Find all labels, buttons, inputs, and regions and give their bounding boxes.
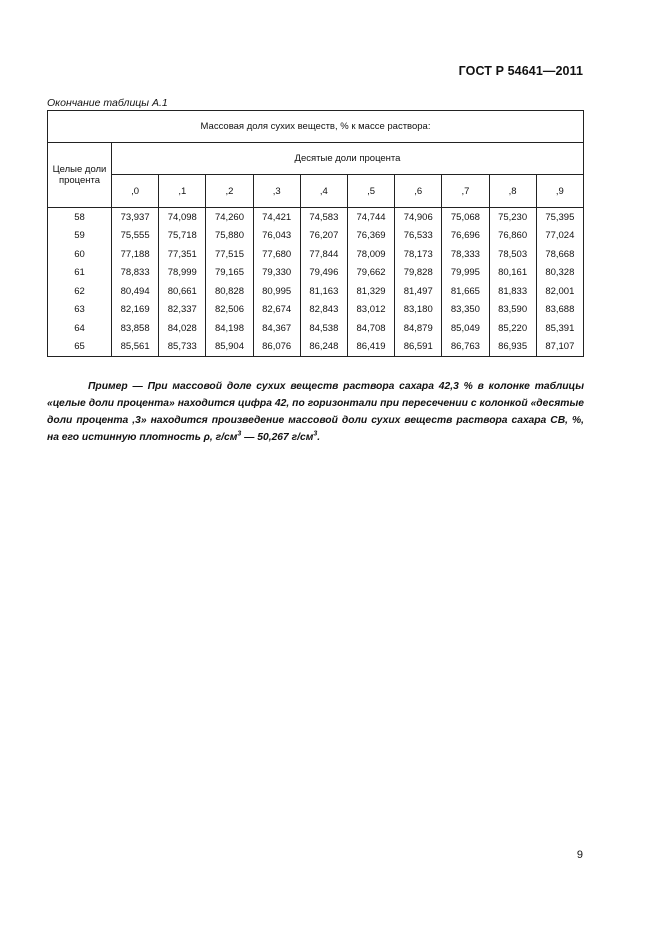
value-cell: 81,497 — [395, 282, 442, 301]
value-cell: 85,561 — [112, 338, 159, 357]
integer-cell: 61 — [48, 264, 112, 283]
value-cell: 84,879 — [395, 319, 442, 338]
decimal-column-header: ,9 — [536, 175, 583, 208]
value-cell: 74,260 — [206, 208, 253, 227]
value-cell: 80,328 — [536, 264, 583, 283]
integer-cell: 58 — [48, 208, 112, 227]
value-cell: 79,496 — [300, 264, 347, 283]
value-cell: 84,028 — [159, 319, 206, 338]
example-text-main: Пример — При массовой доле сухих веществ раствора сахара 42,3 % в колонке таблицы «целые доли процента» находится цифра 42, по горизонтали при пересечении с колонкой «десятые доли процента ,3» находится произведение массовой доли сухих веществ раствора сахара СВ, %, на его истинную плотность ρ, г/см — [47, 381, 584, 443]
integer-cell: 60 — [48, 245, 112, 264]
value-cell: 76,533 — [395, 227, 442, 246]
value-cell: 85,904 — [206, 338, 253, 357]
value-cell: 81,665 — [442, 282, 489, 301]
example-superscript-1: 3 — [237, 430, 242, 438]
value-cell: 74,421 — [253, 208, 300, 227]
value-cell: 80,161 — [489, 264, 536, 283]
value-cell: 84,708 — [347, 319, 394, 338]
table-row — [48, 264, 584, 283]
integer-cell: 62 — [48, 282, 112, 301]
value-cell: 74,098 — [159, 208, 206, 227]
value-cell: 81,329 — [347, 282, 394, 301]
value-cell: 75,880 — [206, 227, 253, 246]
value-cell: 86,935 — [489, 338, 536, 357]
value-cell: 75,395 — [536, 208, 583, 227]
table-row — [48, 227, 584, 246]
decimal-column-header: ,5 — [347, 175, 394, 208]
value-cell: 84,367 — [253, 319, 300, 338]
example-text-mid: — 50,267 г/см — [241, 432, 314, 443]
table-row — [48, 245, 584, 264]
value-cell: 83,350 — [442, 301, 489, 320]
value-cell: 86,076 — [253, 338, 300, 357]
value-cell: 80,661 — [159, 282, 206, 301]
value-cell: 82,506 — [206, 301, 253, 320]
value-cell: 78,333 — [442, 245, 489, 264]
value-cell: 86,248 — [300, 338, 347, 357]
value-cell: 80,494 — [112, 282, 159, 301]
value-cell: 79,828 — [395, 264, 442, 283]
value-cell: 80,828 — [206, 282, 253, 301]
value-cell: 83,012 — [347, 301, 394, 320]
table-caption: Окончание таблицы А.1 — [47, 97, 168, 109]
value-cell: 77,680 — [253, 245, 300, 264]
value-cell: 86,591 — [395, 338, 442, 357]
integer-cell: 65 — [48, 338, 112, 357]
decimal-column-header: ,8 — [489, 175, 536, 208]
value-cell: 86,419 — [347, 338, 394, 357]
decimal-columns-header: Десятые доли процента — [112, 143, 584, 175]
table-row — [48, 319, 584, 338]
value-cell: 79,995 — [442, 264, 489, 283]
value-cell: 78,668 — [536, 245, 583, 264]
value-cell: 81,833 — [489, 282, 536, 301]
value-cell: 82,337 — [159, 301, 206, 320]
value-cell: 82,674 — [253, 301, 300, 320]
value-cell: 87,107 — [536, 338, 583, 357]
value-cell: 75,230 — [489, 208, 536, 227]
value-cell: 75,555 — [112, 227, 159, 246]
value-cell: 79,662 — [347, 264, 394, 283]
value-cell: 78,999 — [159, 264, 206, 283]
value-cell: 78,173 — [395, 245, 442, 264]
example-text-end: . — [317, 432, 321, 443]
value-cell: 85,049 — [442, 319, 489, 338]
value-cell: 83,590 — [489, 301, 536, 320]
value-cell: 76,369 — [347, 227, 394, 246]
value-cell: 85,733 — [159, 338, 206, 357]
value-cell: 81,163 — [300, 282, 347, 301]
value-cell: 77,844 — [300, 245, 347, 264]
value-cell: 82,001 — [536, 282, 583, 301]
page-number: 9 — [576, 849, 583, 861]
decimal-column-header: ,6 — [395, 175, 442, 208]
integer-cell: 59 — [48, 227, 112, 246]
integer-column-header: Целые доли процента — [48, 143, 112, 208]
document-code: ГОСТ Р 54641—2011 — [458, 64, 583, 78]
integer-cell: 64 — [48, 319, 112, 338]
value-cell: 79,165 — [206, 264, 253, 283]
value-cell: 82,843 — [300, 301, 347, 320]
value-cell: 74,906 — [395, 208, 442, 227]
value-cell: 83,180 — [395, 301, 442, 320]
table-row — [48, 301, 584, 320]
value-cell: 85,220 — [489, 319, 536, 338]
value-cell: 73,937 — [112, 208, 159, 227]
value-cell: 80,995 — [253, 282, 300, 301]
example-paragraph — [47, 378, 584, 446]
value-cell: 83,858 — [112, 319, 159, 338]
value-cell: 79,330 — [253, 264, 300, 283]
value-cell: 85,391 — [536, 319, 583, 338]
value-cell: 75,718 — [159, 227, 206, 246]
decimal-column-header: ,7 — [442, 175, 489, 208]
value-cell: 77,188 — [112, 245, 159, 264]
value-cell: 78,009 — [347, 245, 394, 264]
value-cell: 76,043 — [253, 227, 300, 246]
decimal-column-header: ,4 — [300, 175, 347, 208]
value-cell: 74,583 — [300, 208, 347, 227]
table-row — [48, 208, 584, 227]
value-cell: 78,503 — [489, 245, 536, 264]
value-cell: 82,169 — [112, 301, 159, 320]
value-cell: 84,198 — [206, 319, 253, 338]
value-cell: 78,833 — [112, 264, 159, 283]
decimal-column-header: ,2 — [206, 175, 253, 208]
value-cell: 83,688 — [536, 301, 583, 320]
value-cell: 77,515 — [206, 245, 253, 264]
value-cell: 76,696 — [442, 227, 489, 246]
value-cell: 74,744 — [347, 208, 394, 227]
integer-cell: 63 — [48, 301, 112, 320]
value-cell: 76,860 — [489, 227, 536, 246]
value-cell: 75,068 — [442, 208, 489, 227]
example-superscript-2: 3 — [313, 430, 318, 438]
value-cell: 84,538 — [300, 319, 347, 338]
decimal-column-header: ,0 — [112, 175, 159, 208]
table-top-header: Массовая доля сухих веществ, % к массе раствора: — [48, 111, 584, 143]
value-cell: 77,024 — [536, 227, 583, 246]
table-row — [48, 282, 584, 301]
value-cell: 76,207 — [300, 227, 347, 246]
table-row — [48, 338, 584, 357]
decimal-column-header: ,1 — [159, 175, 206, 208]
value-cell: 86,763 — [442, 338, 489, 357]
value-cell: 77,351 — [159, 245, 206, 264]
density-table — [47, 110, 584, 357]
decimal-column-header: ,3 — [253, 175, 300, 208]
